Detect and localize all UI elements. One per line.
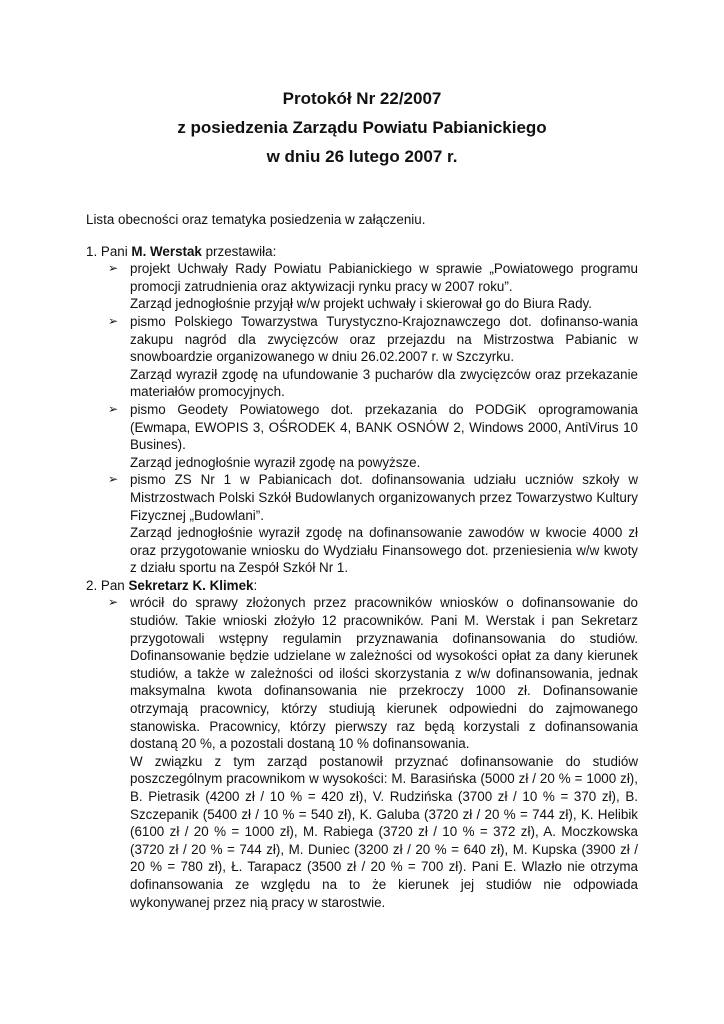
title-line-1: Protokół Nr 22/2007 [282,89,442,108]
intro-paragraph: Lista obecności oraz tematyka posiedzenia w załączeniu. [86,212,426,227]
item-decision: W związku z tym zarząd postanowił przyznać dofinansowanie do studiów poszczególnym pracownikom w wysokości: M. Barasińska (5000 zł / 20 % = 1000 zł), B. Pietrasik (4200 zł / 10 % = 420 zł), V. Rudzińska (3700 zł / 10 % = 370 zł), B. Szczepanik (5400 zł / 10 % = 540 zł), K. Galuba (3720 zł / 20 % = 744 zł), K. Helibik (6100 zł / 20 % = 1000 zł), M. Rabiega (3720 zł / 10 % = 372 zł), A. Moczkowska (3720 zł / 20 % = 744 zł), M. Duniec (3200 zł / 20 % = 640 zł), M. Kupska (3900 zł / 20 % = 780 zł), Ł. Tarapacz (3500 zł / 20 % = 700 zł). Pani E. Wlazło nie otrzyma dofinansowania ze względu na to że kierunek jej studiów nie odpowiada wykonywanej przez nią pracy w starostwie. [130,753,638,910]
list-item [108,313,638,401]
section-1-suffix: przestawiła: [201,243,277,259]
arrow-bullet-icon: ➢ [108,472,119,487]
arrow-bullet-icon: ➢ [108,261,119,276]
section-1-heading [86,243,638,261]
title-line-3: w dniu 26 lutego 2007 r. [266,147,458,166]
section-1-speaker-name: M. Werstak [131,243,202,259]
item-text: wrócił do sprawy złożonych przez pracowników wniosków o dofinansowanie do studiów. Takie wnioski złożyło 12 pracowników. Pani M. Werstak i pan Sekretarz przygotowali wstępny regulamin przyznawania dofinansowania do studiów. Dofinansowanie będzie udzielane w zależności od wysokości opłat za dany kierunek studiów, a także w zależności od ilości skorzystania z w/w dofinansowania, jednak maksymalna kwota dofinansowania nie przekroczy 1000 zł. Dofinansowanie otrzymają pracownicy, którzy studiują kierunek odpowiedni do zajmowanego stanowiska. Pracownicy, którzy pierwszy raz będą korzystali z dofinansowania dostaną 20 %, a pozostali dostaną 10 % dofinansowania. [130,595,638,752]
item-text: pismo Geodety Powiatowego dot. przekazania do PODGiK oprogramowania (Ewmapa, EWOPIS 3, OŚRODEK 4, BANK OSNÓW 2, Windows 2000, AntiVirus 10 Busines). [130,401,638,453]
item-decision: Zarząd jednogłośnie wyraził zgodę na powyższe. [130,454,421,470]
document-title [86,84,638,171]
item-decision: Zarząd jednogłośnie wyraził zgodę na dofinansowanie zawodów w kwocie 4000 zł oraz przygotowanie wniosku do Wydziału Finansowego dot. przeniesienia w/w kwoty z działu sportu na Zespół Szkół Nr 1. [130,525,638,576]
item-text: projekt Uchwały Rady Powiatu Pabianickiego w sprawie „Powiatowego programu promocji zatrudnienia oraz aktywizacji rynku pracy w 2007 roku”. [130,261,638,294]
list-item [108,260,638,313]
item-text: pismo ZS Nr 1 w Pabianicach dot. dofinansowania udziału uczniów szkoły w Mistrzostwach Polski Szkół Budowlanych organizowanych przez Towarzystwo Kultury Fizycznej „Budowlani”. [130,472,638,523]
section-2-speaker-name: Sekretarz K. Klimek [128,577,254,593]
list-item [108,594,638,911]
section-2-suffix: : [253,577,258,593]
item-decision: Zarząd jednogłośnie przyjął w/w projekt uchwały i skierował go do Biura Rady. [130,296,592,312]
arrow-bullet-icon: ➢ [108,401,119,416]
section-2-items [86,594,638,911]
section-2 [86,577,638,911]
section-1-prefix: 1. Pani [86,243,132,259]
section-2-prefix: 2. Pan [86,577,129,593]
list-item [108,401,638,471]
title-line-2: z posiedzenia Zarządu Powiatu Pabianickiego [177,118,547,137]
section-2-heading [86,577,638,595]
arrow-bullet-icon: ➢ [108,595,119,610]
item-decision: Zarząd wyraził zgodę na ufundowanie 3 pucharów dla zwycięzców oraz przekazanie materiałów promocyjnych. [130,366,638,400]
item-text: pismo Polskiego Towarzystwa Turystyczno-Krajoznawczego dot. dofinanso-wania zakupu nagród dla zwycięzców oraz przejazdu na Mistrzostwa Pabianic w snowboardzie organizowanego w dniu 26.02.2007 r. w Szczyrku. [130,313,638,365]
section-1-items [86,260,638,577]
list-item [108,471,638,577]
arrow-bullet-icon: ➢ [108,313,119,328]
section-1 [86,243,638,577]
